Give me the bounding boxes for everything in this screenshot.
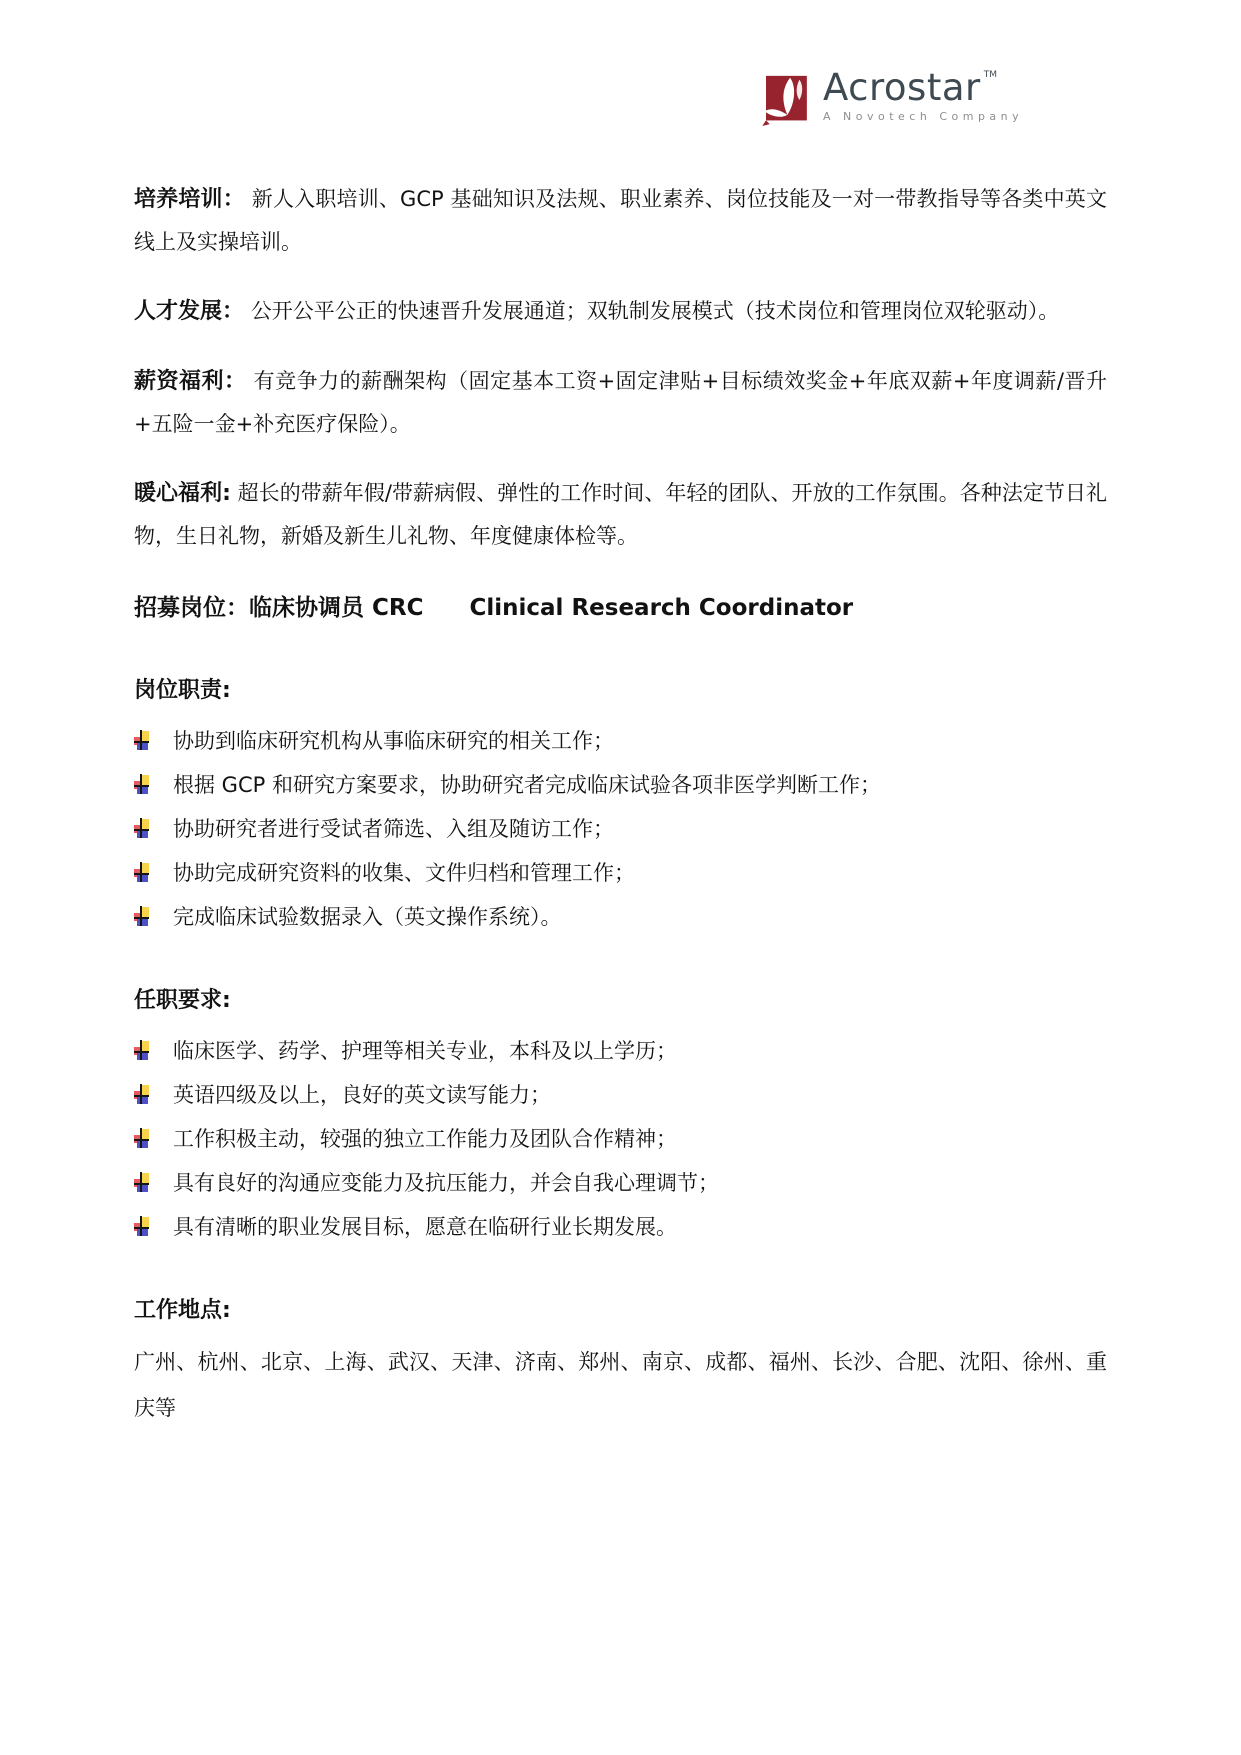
list-item-text: 临床医学、药学、护理等相关专业，本科及以上学历；: [173, 1039, 677, 1063]
list-item-text: 协助到临床研究机构从事临床研究的相关工作；: [173, 729, 614, 753]
paragraph-text: 有竞争力的薪酬架构（固定基本工资+固定津贴+目标绩效奖金+年底双薪+年度调薪/晋升+五险一金+补充医疗保险）。: [134, 369, 1107, 436]
list-item: [134, 895, 1107, 939]
paragraph-talent-development: [134, 290, 1107, 333]
bullet-icon: [134, 818, 150, 839]
bullet-icon: [134, 1040, 150, 1061]
list-item: [134, 1161, 1107, 1205]
bullet-icon: [134, 1172, 150, 1193]
location-heading: 工作地点:: [134, 1298, 231, 1323]
paragraph-text: 超长的带薪年假/带薪病假、弹性的工作时间、年轻的团队、开放的工作氛围。各种法定节日礼物，生日礼物，新婚及新生儿礼物、年度健康体检等。: [134, 481, 1107, 548]
bullet-icon: [134, 1216, 150, 1237]
list-item: [134, 851, 1107, 895]
paragraph-caring-benefits: [134, 472, 1107, 557]
paragraph-label: 暖心福利:: [134, 481, 231, 506]
list-item: [134, 763, 1107, 807]
bullet-icon: [134, 730, 150, 751]
bullet-icon: [134, 774, 150, 795]
recruit-position-heading: [134, 587, 1107, 629]
logo-text-block: [823, 68, 1023, 123]
list-item: [134, 1205, 1107, 1249]
duties-heading: 岗位职责:: [134, 678, 231, 703]
requirements-heading: 任职要求:: [134, 988, 231, 1013]
list-item-text: 英语四级及以上，良好的英文读写能力；: [173, 1083, 551, 1107]
acrostar-logo-mark-icon: [762, 74, 809, 126]
recruit-heading-en: Clinical Research Coordinator: [469, 595, 854, 621]
list-item-text: 完成临床试验数据录入（英文操作系统）。: [173, 905, 562, 929]
bullet-icon: [134, 862, 150, 883]
list-item-text: 协助研究者进行受试者筛选、入组及随访工作；: [173, 817, 614, 841]
brand-tagline: A Novotech Company: [823, 110, 1024, 123]
list-item-text: 工作积极主动，较强的独立工作能力及团队合作精神；: [173, 1127, 677, 1151]
list-item-text: 具有清晰的职业发展目标，愿意在临研行业长期发展。: [173, 1215, 677, 1239]
paragraph-label: 人才发展：: [134, 299, 245, 324]
acrostar-logo: [762, 68, 1023, 126]
list-item: [134, 1117, 1107, 1161]
paragraph-text: 新人入职培训、GCP 基础知识及法规、职业素养、岗位技能及一对一带教指导等各类中英文线上及实操培训。: [134, 187, 1107, 254]
list-item-text: 具有良好的沟通应变能力及抗压能力，并会自我心理调节；: [173, 1171, 719, 1195]
bullet-icon: [134, 1084, 150, 1105]
list-item: [134, 1029, 1107, 1073]
list-item: [134, 1073, 1107, 1117]
location-text: 广州、杭州、北京、上海、武汉、天津、济南、郑州、南京、成都、福州、长沙、合肥、沈阳、徐州、重庆等: [134, 1350, 1107, 1420]
paragraph-text: 公开公平公正的快速晋升发展通道；双轨制发展模式（技术岗位和管理岗位双轮驱动）。: [250, 299, 1060, 323]
list-item-text: 协助完成研究资料的收集、文件归档和管理工作；: [173, 861, 635, 885]
list-item-text: 根据 GCP 和研究方案要求，协助研究者完成临床试验各项非医学判断工作；: [173, 773, 881, 797]
trademark-symbol: TM: [983, 70, 997, 80]
paragraph-training: [134, 178, 1107, 263]
paragraph-label: 薪资福利：: [134, 369, 247, 394]
recruit-heading-zh: 招募岗位：临床协调员 CRC: [134, 595, 424, 621]
bullet-icon: [134, 906, 150, 927]
list-item: [134, 719, 1107, 763]
bullet-icon: [134, 1128, 150, 1149]
duties-list: [134, 719, 1107, 939]
paragraph-salary-benefits: [134, 360, 1107, 445]
requirements-list: [134, 1029, 1107, 1249]
brand-name: Acrostar: [823, 66, 981, 109]
list-item: [134, 807, 1107, 851]
paragraph-label: 培养培训：: [134, 187, 245, 212]
